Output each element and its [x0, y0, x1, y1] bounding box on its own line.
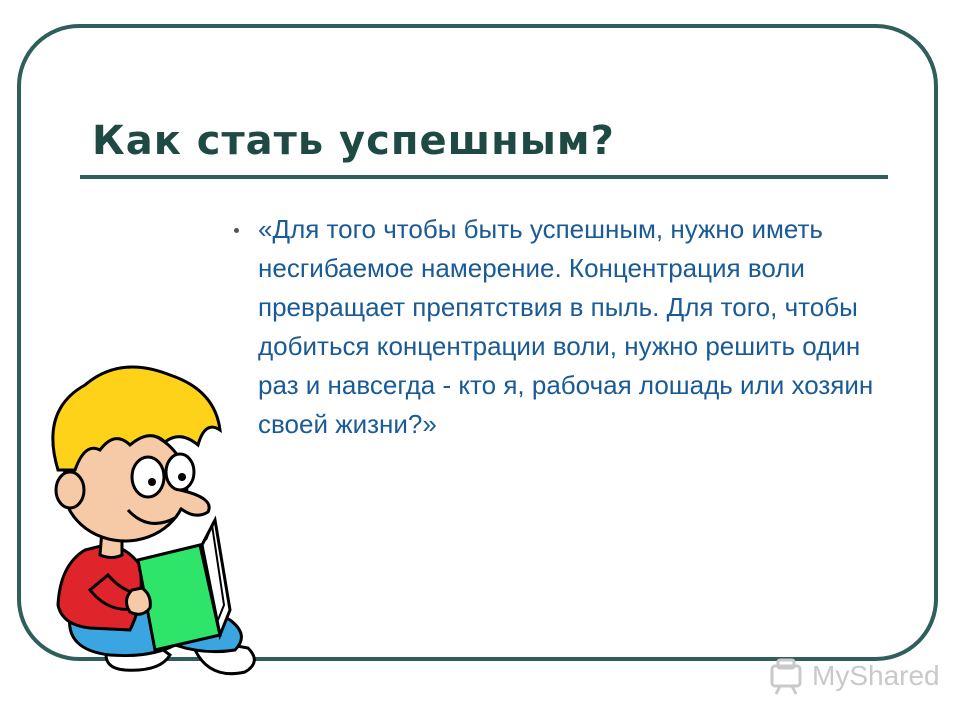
bullet-dot-icon [234, 228, 239, 233]
watermark-text: MyShared [812, 660, 940, 691]
quote-text: «Для того чтобы быть успешным, нужно иметь несгибаемое намерение. Концентрация воли превращает препятствия в пыль. Для того, чтобы добиться концентрации воли, нужно решить один раз и навсегда - кто я, рабочая лошадь или хозяин своей жизни?» [258, 214, 874, 439]
boy-reading-book-illustration [30, 350, 270, 690]
slide-title: Как стать успешным? [92, 118, 615, 164]
title-underline [80, 175, 888, 179]
